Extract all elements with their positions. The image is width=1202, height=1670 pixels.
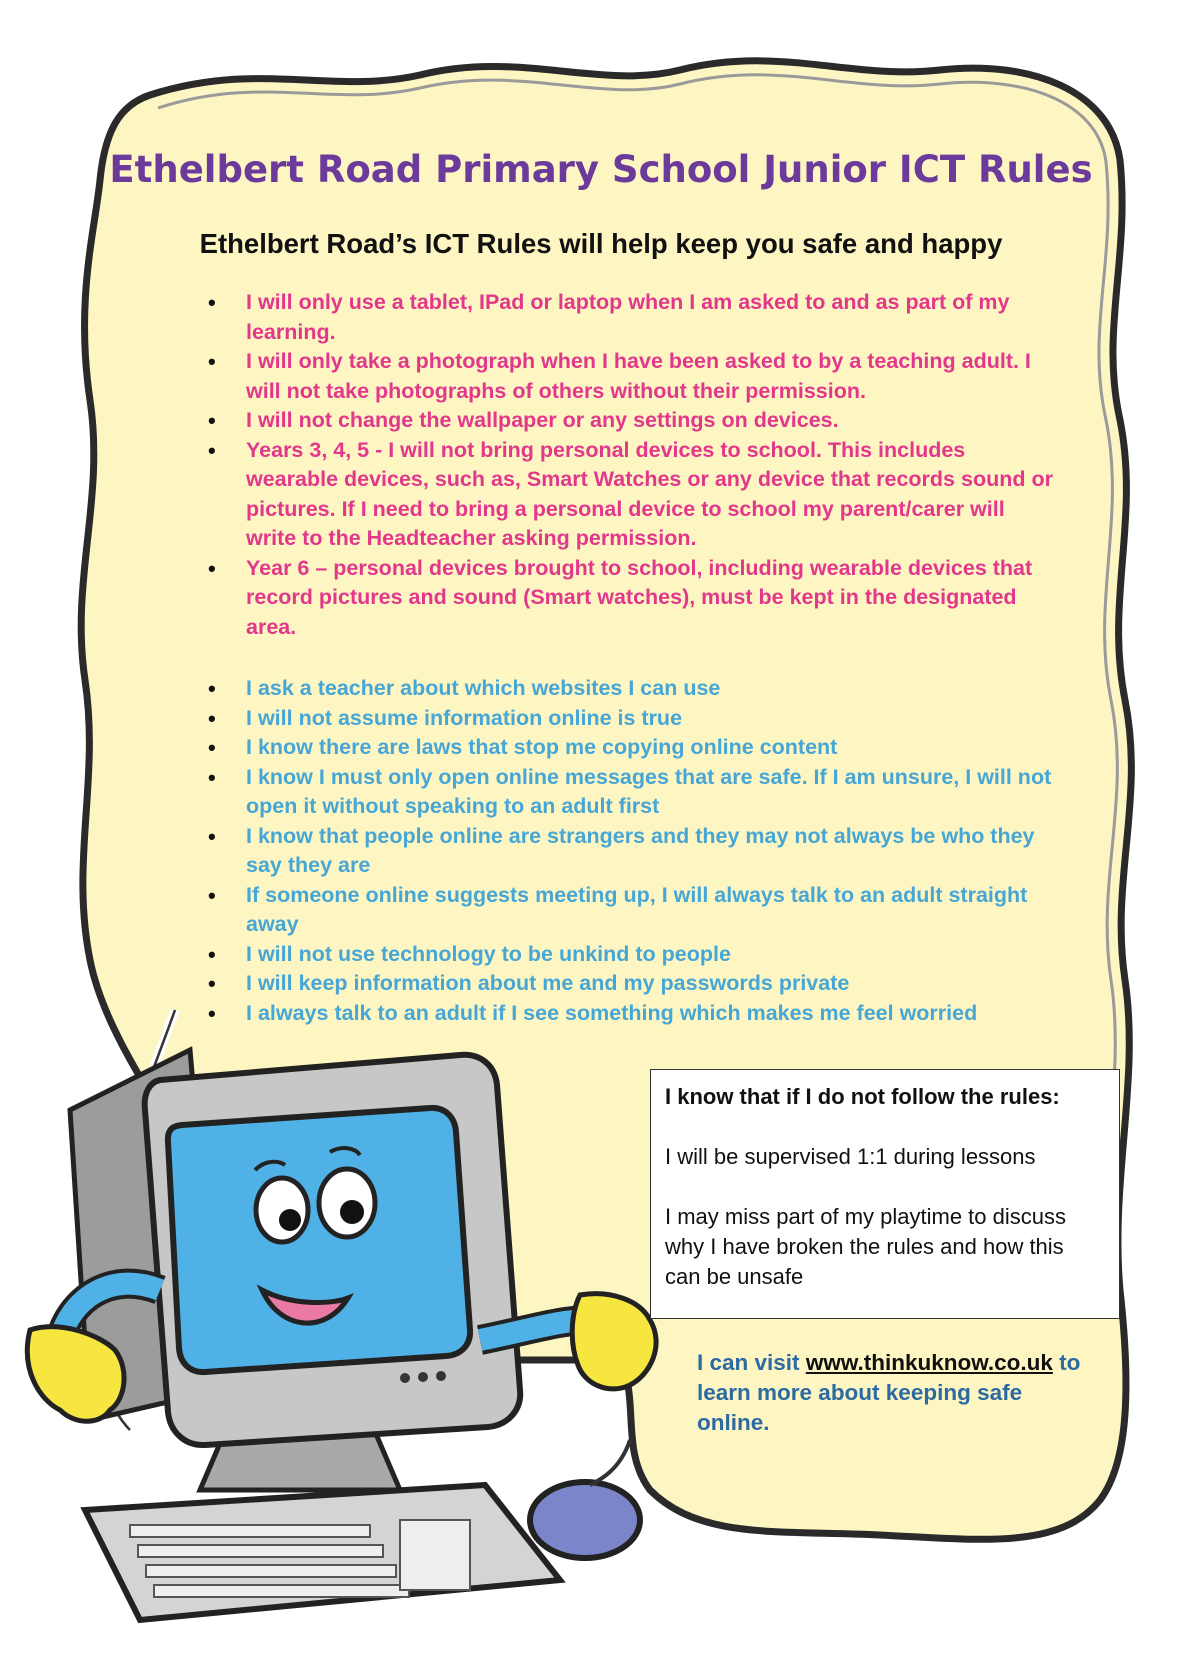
online-safety-rules-list	[208, 674, 1058, 1028]
consequence-item: I may miss part of my playtime to discuss why I have broken the rules and how this can be unsafe	[665, 1204, 1066, 1289]
consequences-box	[650, 1069, 1120, 1319]
list-item: • I will not assume information online is true	[208, 704, 1058, 734]
page-title: Ethelbert Road Primary School Junior ICT Rules	[109, 148, 1093, 191]
mouse-icon	[530, 1482, 640, 1558]
visit-suffix: to learn more about keeping safe online.	[697, 1350, 1081, 1435]
consequence-item: I will be supervised 1:1 during lessons	[665, 1144, 1036, 1169]
right-hand-icon	[572, 1294, 656, 1389]
list-item: • I will only take a photograph when I have been asked to by a teaching adult. I will not take photographs of others without their permission.	[208, 347, 1058, 406]
list-item: • I always talk to an adult if I see something which makes me feel worried	[208, 999, 1058, 1029]
list-item: • I will keep information about me and my passwords private	[208, 969, 1058, 999]
page-subtitle: Ethelbert Road’s ICT Rules will help keep you safe and happy	[199, 228, 1003, 259]
visit-note	[697, 1348, 1097, 1438]
list-item: • I will not change the wallpaper or any settings on devices.	[208, 406, 1058, 436]
list-item: • I know I must only open online messages that are safe. If I am unsure, I will not open it without speaking to an adult first	[208, 763, 1058, 822]
list-item: • I will only use a tablet, IPad or laptop when I am asked to and as part of my learning.	[208, 288, 1058, 347]
list-item: • I know there are laws that stop me copying online content	[208, 733, 1058, 763]
list-item: • I ask a teacher about which websites I can use	[208, 674, 1058, 704]
left-eye-icon	[256, 1178, 308, 1242]
list-item: • Year 6 – personal devices brought to school, including wearable devices that record pictures and sound (Smart watches), must be kept in the designated area.	[208, 554, 1058, 643]
list-item: • I will not use technology to be unkind to people	[208, 940, 1058, 970]
thinkuknow-link[interactable]: www.thinkuknow.co.uk	[805, 1350, 1053, 1375]
list-item: • If someone online suggests meeting up, I will always talk to an adult straight away	[208, 881, 1058, 940]
list-item: • Years 3, 4, 5 - I will not bring personal devices to school. This includes wearable devices, such as, Smart Watches or any device that records sound or pictures. If I need to bring a personal device to school my parent/carer will write to the Headteacher asking permission.	[208, 436, 1058, 554]
visit-prefix: I can visit	[697, 1350, 806, 1375]
list-item: • I know that people online are strangers and they may not always be who they say they are	[208, 822, 1058, 881]
device-rules-list	[208, 288, 1058, 642]
monitor-screen	[168, 1108, 470, 1372]
consequences-heading: I know that if I do not follow the rules:	[665, 1084, 1060, 1109]
